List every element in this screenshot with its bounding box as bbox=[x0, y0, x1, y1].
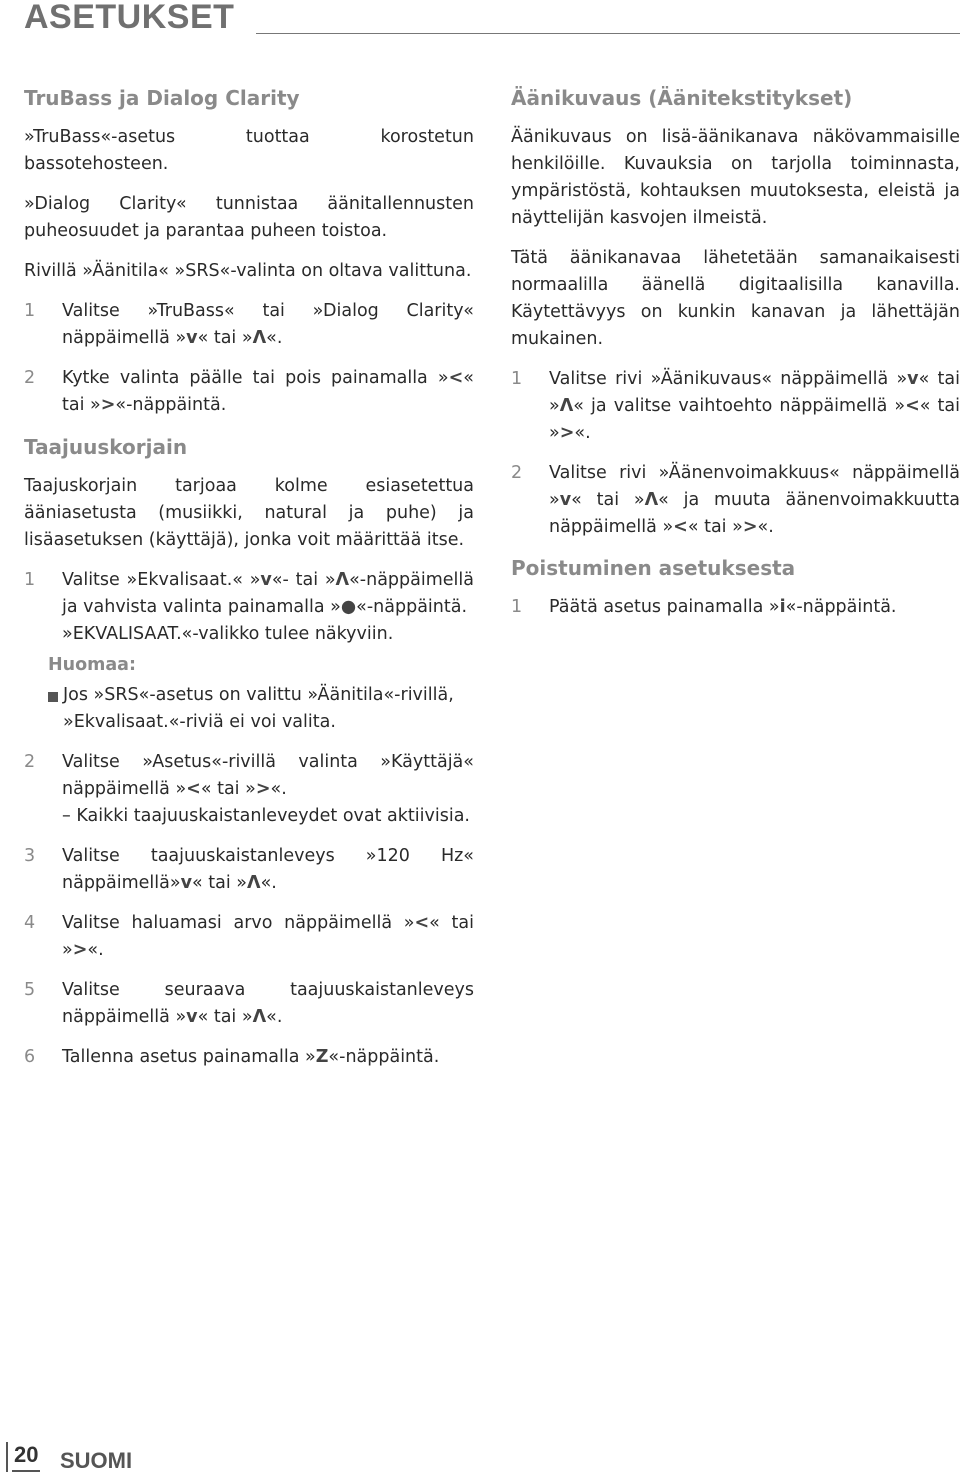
section-heading-audio-description: Äänikuvaus (Äänitekstitykset) bbox=[511, 86, 853, 110]
header-rule bbox=[256, 33, 960, 34]
step-text: Valitse »Ekvalisaat.« »v«- tai »Λ«-näppäimellä ja vahvista valinta painamalla »●«-näppäintä. »EKVALISAAT.«-valikko tulee näkyviin. bbox=[62, 570, 474, 644]
step-text: Valitse »TruBass« tai »Dialog Clarity« näppäimellä »v« tai »Λ«. bbox=[62, 301, 474, 348]
paragraph: Tätä äänikanavaa lähetetään samanaikaisesti normaalilla äänellä digitaalisilla kanavilla. Käytettävyys on kunkin kanavan ja lähettäjän mukainen. bbox=[511, 248, 960, 349]
step-number: 1 bbox=[511, 597, 523, 617]
step-item bbox=[24, 567, 474, 648]
ok-key-icon: ● bbox=[340, 597, 357, 617]
step-number: 1 bbox=[24, 301, 36, 321]
step-text: Päätä asetus painamalla »i«-näppäintä. bbox=[549, 597, 897, 617]
step-number: 1 bbox=[511, 369, 523, 389]
step-text: Valitse rivi »Äänenvoimakkuus« näppäimellä »v« tai »Λ« ja muuta äänenvoimakkuutta näppäimellä »<« tai »>«. bbox=[549, 463, 960, 537]
step-number: 4 bbox=[24, 913, 36, 933]
down-key-icon: v bbox=[186, 328, 198, 348]
left-key-icon: < bbox=[448, 368, 464, 388]
down-key-icon: v bbox=[186, 1007, 198, 1027]
step-text: Valitse haluamasi arvo näppäimellä »<« tai »>«. bbox=[62, 913, 475, 960]
up-key-icon: Λ bbox=[247, 873, 261, 893]
paragraph: Rivillä »Äänitila« »SRS«-valinta on oltava valittuna. bbox=[24, 261, 472, 281]
right-key-icon: > bbox=[742, 517, 758, 537]
left-column bbox=[24, 84, 474, 1084]
save-key-icon: Z bbox=[315, 1047, 329, 1067]
note-item bbox=[48, 682, 474, 736]
down-key-icon: v bbox=[260, 570, 272, 590]
paragraph: »Dialog Clarity« tunnistaa äänitallennusten puheosuudet ja parantaa puheen toistoa. bbox=[24, 194, 474, 241]
step-text: Kytke valinta päälle tai pois painamalla »<« tai »>«-näppäintä. bbox=[62, 368, 474, 415]
right-column bbox=[511, 84, 960, 634]
up-key-icon: Λ bbox=[644, 490, 659, 510]
up-key-icon: Λ bbox=[559, 396, 574, 416]
language-label: SUOMI bbox=[60, 1448, 133, 1473]
up-key-icon: Λ bbox=[335, 570, 350, 590]
step-item bbox=[24, 910, 474, 964]
step-text: Valitse rivi »Äänikuvaus« näppäimellä »v« tai »Λ« ja valitse vaihtoehto näppäimellä »<« tai »>«. bbox=[549, 369, 960, 443]
step-item bbox=[511, 594, 960, 621]
right-key-icon: > bbox=[72, 940, 88, 960]
page-title: ASETUKSET bbox=[24, 0, 235, 36]
step-text: Valitse taajuuskaistanleveys »120 Hz« näppäimellä»v« tai »Λ«. bbox=[62, 846, 474, 893]
step-item bbox=[24, 1044, 474, 1071]
section-heading-exit: Poistuminen asetuksesta bbox=[511, 556, 796, 580]
step-item bbox=[511, 460, 960, 541]
page-footer bbox=[0, 1436, 300, 1476]
paragraph: Äänikuvaus on lisä-äänikanava näkövammaisille henkilöille. Kuvauksia on tarjolla toiminnasta, ympäristöstä, kohtauksen muutoksesta, eleistä ja näyttelijän kasvojen ilmeistä. bbox=[511, 127, 960, 228]
down-key-icon: v bbox=[907, 369, 919, 389]
step-number: 1 bbox=[24, 570, 36, 590]
step-number: 3 bbox=[24, 846, 36, 866]
step-item bbox=[24, 843, 474, 897]
step-number: 2 bbox=[24, 752, 36, 772]
down-key-icon: v bbox=[559, 490, 572, 510]
square-bullet-icon bbox=[48, 682, 63, 736]
step-text: Tallenna asetus painamalla »Z«-näppäintä. bbox=[62, 1047, 440, 1067]
step-text: Valitse seuraava taajuuskaistanleveys näppäimellä »v« tai »Λ«. bbox=[62, 980, 474, 1027]
footer-bar bbox=[6, 1442, 8, 1472]
section-heading-trubass: TruBass ja Dialog Clarity bbox=[24, 86, 300, 110]
step-number: 2 bbox=[24, 368, 36, 388]
right-key-icon: > bbox=[255, 779, 271, 799]
note-heading: Huomaa: bbox=[48, 655, 136, 675]
note-text: Jos »SRS«-asetus on valittu »Äänitila«-rivillä, »Ekvalisaat.«-riviä ei voi valita. bbox=[63, 685, 454, 732]
left-key-icon: < bbox=[673, 517, 688, 537]
section-heading-equalizer: Taajuuskorjain bbox=[24, 435, 188, 459]
info-key-icon: i bbox=[779, 597, 786, 617]
right-key-icon: > bbox=[559, 423, 575, 443]
up-key-icon: Λ bbox=[252, 328, 267, 348]
step-item bbox=[24, 749, 474, 830]
paragraph: »TruBass«-asetus tuottaa korostetun bassotehosteen. bbox=[24, 127, 474, 174]
page-number: 20 bbox=[12, 1442, 40, 1472]
step-number: 5 bbox=[24, 980, 36, 1000]
left-key-icon: < bbox=[414, 913, 430, 933]
step-number: 2 bbox=[511, 463, 523, 483]
step-item bbox=[511, 366, 960, 447]
step-number: 6 bbox=[24, 1047, 36, 1067]
left-key-icon: < bbox=[905, 396, 920, 416]
step-item bbox=[24, 298, 474, 352]
step-item bbox=[24, 365, 474, 419]
paragraph: Taajuskorjain tarjoaa kolme esiasetettua ääniasetusta (musiikki, natural ja puhe) ja lisäasetuksen (käyttäjä), jonka voit määrittää itse. bbox=[24, 476, 474, 550]
step-item bbox=[24, 977, 474, 1031]
page-header bbox=[24, 0, 960, 40]
step-text: Valitse »Asetus«-rivillä valinta »Käyttäjä« näppäimellä »<« tai »>«. – Kaikki taajuuskaistanleveydet ovat aktiivisia. bbox=[62, 752, 474, 826]
left-key-icon: < bbox=[186, 779, 201, 799]
up-key-icon: Λ bbox=[252, 1007, 267, 1027]
down-key-icon: v bbox=[180, 873, 193, 893]
right-key-icon: > bbox=[100, 395, 116, 415]
